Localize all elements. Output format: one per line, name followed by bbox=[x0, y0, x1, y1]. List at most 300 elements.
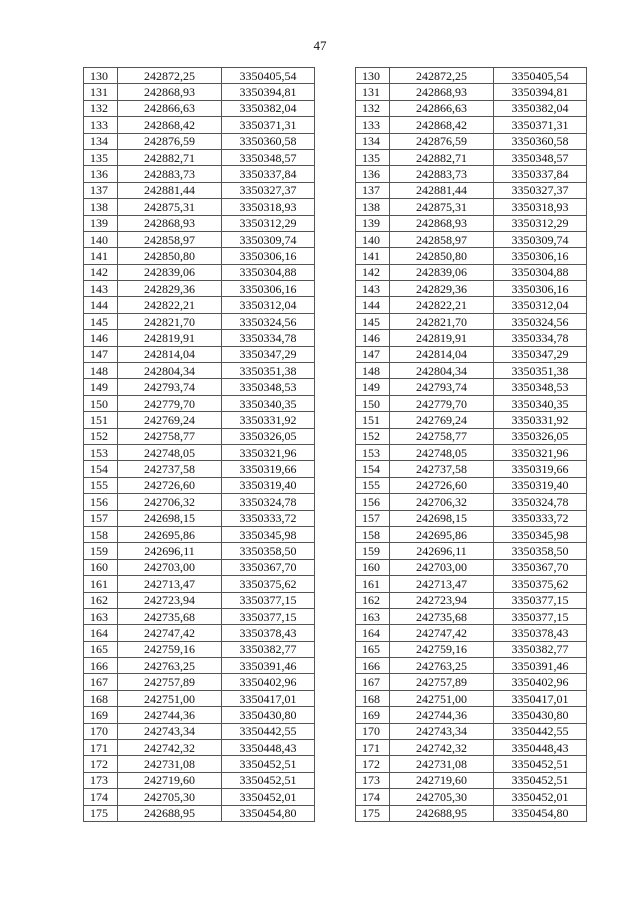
point-number-cell: 167 bbox=[356, 674, 390, 690]
x-coordinate-cell: 242769,24 bbox=[390, 412, 494, 428]
y-coordinate-cell: 3350417,01 bbox=[494, 690, 587, 706]
y-coordinate-cell: 3350402,96 bbox=[494, 674, 587, 690]
table-row bbox=[84, 690, 315, 706]
x-coordinate-cell: 242858,97 bbox=[390, 231, 494, 247]
x-coordinate-cell: 242695,86 bbox=[390, 526, 494, 542]
point-number-cell: 154 bbox=[84, 461, 118, 477]
x-coordinate-cell: 242881,44 bbox=[390, 182, 494, 198]
y-coordinate-cell: 3350377,15 bbox=[222, 592, 315, 608]
x-coordinate-cell: 242751,00 bbox=[390, 690, 494, 706]
table-row bbox=[84, 789, 315, 805]
x-coordinate-cell: 242882,71 bbox=[118, 149, 222, 165]
table-row bbox=[356, 674, 587, 690]
table-row bbox=[356, 592, 587, 608]
y-coordinate-cell: 3350382,04 bbox=[494, 100, 587, 116]
table-row bbox=[356, 68, 587, 84]
table-row bbox=[356, 444, 587, 460]
x-coordinate-cell: 242713,47 bbox=[118, 576, 222, 592]
x-coordinate-cell: 242822,21 bbox=[390, 297, 494, 313]
point-number-cell: 133 bbox=[84, 117, 118, 133]
point-number-cell: 153 bbox=[84, 444, 118, 460]
point-number-cell: 138 bbox=[84, 199, 118, 215]
y-coordinate-cell: 3350306,16 bbox=[222, 281, 315, 297]
table-row bbox=[84, 346, 315, 362]
y-coordinate-cell: 3350306,16 bbox=[222, 248, 315, 264]
y-coordinate-cell: 3350452,01 bbox=[494, 789, 587, 805]
x-coordinate-cell: 242751,00 bbox=[118, 690, 222, 706]
y-coordinate-cell: 3350377,15 bbox=[494, 608, 587, 624]
y-coordinate-cell: 3350324,78 bbox=[494, 494, 587, 510]
table-row bbox=[84, 461, 315, 477]
table-row bbox=[356, 182, 587, 198]
point-number-cell: 158 bbox=[356, 526, 390, 542]
y-coordinate-cell: 3350442,55 bbox=[494, 723, 587, 739]
table-row bbox=[84, 477, 315, 493]
point-number-cell: 145 bbox=[356, 313, 390, 329]
table-row bbox=[84, 248, 315, 264]
table-row bbox=[84, 707, 315, 723]
point-number-cell: 131 bbox=[356, 84, 390, 100]
x-coordinate-cell: 242696,11 bbox=[390, 543, 494, 559]
point-number-cell: 161 bbox=[356, 576, 390, 592]
point-number-cell: 162 bbox=[356, 592, 390, 608]
x-coordinate-cell: 242875,31 bbox=[390, 199, 494, 215]
table-row bbox=[84, 805, 315, 821]
point-number-cell: 150 bbox=[84, 395, 118, 411]
table-row bbox=[356, 608, 587, 624]
table-row bbox=[356, 149, 587, 165]
table-row bbox=[356, 526, 587, 542]
table-row bbox=[84, 444, 315, 460]
point-number-cell: 156 bbox=[84, 494, 118, 510]
point-number-cell: 154 bbox=[356, 461, 390, 477]
table-row bbox=[356, 805, 587, 821]
y-coordinate-cell: 3350348,57 bbox=[222, 149, 315, 165]
x-coordinate-cell: 242731,08 bbox=[390, 756, 494, 772]
x-coordinate-cell: 242705,30 bbox=[390, 789, 494, 805]
point-number-cell: 163 bbox=[84, 608, 118, 624]
y-coordinate-cell: 3350377,15 bbox=[494, 592, 587, 608]
x-coordinate-cell: 242759,16 bbox=[118, 641, 222, 657]
x-coordinate-cell: 242698,15 bbox=[390, 510, 494, 526]
point-number-cell: 143 bbox=[84, 281, 118, 297]
table-row bbox=[84, 84, 315, 100]
table-row bbox=[356, 215, 587, 231]
table-row bbox=[356, 740, 587, 756]
x-coordinate-cell: 242742,32 bbox=[118, 740, 222, 756]
table-row bbox=[84, 330, 315, 346]
y-coordinate-cell: 3350334,78 bbox=[222, 330, 315, 346]
x-coordinate-cell: 242868,42 bbox=[118, 117, 222, 133]
y-coordinate-cell: 3350333,72 bbox=[494, 510, 587, 526]
y-coordinate-cell: 3350394,81 bbox=[222, 84, 315, 100]
table-row bbox=[356, 117, 587, 133]
point-number-cell: 151 bbox=[356, 412, 390, 428]
point-number-cell: 148 bbox=[356, 363, 390, 379]
x-coordinate-cell: 242814,04 bbox=[390, 346, 494, 362]
point-number-cell: 153 bbox=[356, 444, 390, 460]
y-coordinate-cell: 3350375,62 bbox=[222, 576, 315, 592]
table-row bbox=[356, 428, 587, 444]
y-coordinate-cell: 3350345,98 bbox=[222, 526, 315, 542]
y-coordinate-cell: 3350454,80 bbox=[222, 805, 315, 821]
table-row bbox=[356, 772, 587, 788]
table-row bbox=[356, 658, 587, 674]
y-coordinate-cell: 3350304,88 bbox=[222, 264, 315, 280]
y-coordinate-cell: 3350321,96 bbox=[222, 444, 315, 460]
y-coordinate-cell: 3350318,93 bbox=[494, 199, 587, 215]
x-coordinate-cell: 242748,05 bbox=[390, 444, 494, 460]
point-number-cell: 157 bbox=[84, 510, 118, 526]
x-coordinate-cell: 242882,71 bbox=[390, 149, 494, 165]
y-coordinate-cell: 3350309,74 bbox=[494, 231, 587, 247]
table-row bbox=[84, 428, 315, 444]
table-row bbox=[356, 346, 587, 362]
point-number-cell: 169 bbox=[84, 707, 118, 723]
y-coordinate-cell: 3350318,93 bbox=[222, 199, 315, 215]
y-coordinate-cell: 3350347,29 bbox=[222, 346, 315, 362]
point-number-cell: 159 bbox=[356, 543, 390, 559]
x-coordinate-cell: 242858,97 bbox=[118, 231, 222, 247]
y-coordinate-cell: 3350382,04 bbox=[222, 100, 315, 116]
point-number-cell: 156 bbox=[356, 494, 390, 510]
y-coordinate-cell: 3350391,46 bbox=[222, 658, 315, 674]
table-row bbox=[84, 133, 315, 149]
point-number-cell: 166 bbox=[356, 658, 390, 674]
point-number-cell: 130 bbox=[84, 68, 118, 84]
x-coordinate-cell: 242875,31 bbox=[118, 199, 222, 215]
y-coordinate-cell: 3350324,56 bbox=[494, 313, 587, 329]
point-number-cell: 136 bbox=[84, 166, 118, 182]
point-number-cell: 144 bbox=[356, 297, 390, 313]
x-coordinate-cell: 242696,11 bbox=[118, 543, 222, 559]
table-row bbox=[84, 313, 315, 329]
y-coordinate-cell: 3350319,66 bbox=[222, 461, 315, 477]
point-number-cell: 165 bbox=[356, 641, 390, 657]
y-coordinate-cell: 3350324,56 bbox=[222, 313, 315, 329]
y-coordinate-cell: 3350351,38 bbox=[494, 363, 587, 379]
x-coordinate-cell: 242822,21 bbox=[118, 297, 222, 313]
x-coordinate-cell: 242758,77 bbox=[118, 428, 222, 444]
x-coordinate-cell: 242719,60 bbox=[118, 772, 222, 788]
y-coordinate-cell: 3350327,37 bbox=[222, 182, 315, 198]
table-row bbox=[84, 576, 315, 592]
point-number-cell: 136 bbox=[356, 166, 390, 182]
table-row bbox=[84, 117, 315, 133]
table-row bbox=[356, 379, 587, 395]
y-coordinate-cell: 3350348,53 bbox=[494, 379, 587, 395]
page-number: 47 bbox=[313, 38, 327, 53]
x-coordinate-cell: 242866,63 bbox=[390, 100, 494, 116]
y-coordinate-cell: 3350360,58 bbox=[494, 133, 587, 149]
x-coordinate-cell: 242839,06 bbox=[390, 264, 494, 280]
point-number-cell: 143 bbox=[356, 281, 390, 297]
point-number-cell: 146 bbox=[84, 330, 118, 346]
y-coordinate-cell: 3350378,43 bbox=[494, 625, 587, 641]
x-coordinate-cell: 242763,25 bbox=[390, 658, 494, 674]
table-row bbox=[84, 215, 315, 231]
y-coordinate-cell: 3350430,80 bbox=[222, 707, 315, 723]
table-row bbox=[356, 625, 587, 641]
table-row bbox=[84, 756, 315, 772]
table-row bbox=[84, 592, 315, 608]
x-coordinate-cell: 242876,59 bbox=[118, 133, 222, 149]
x-coordinate-cell: 242881,44 bbox=[118, 182, 222, 198]
table-row bbox=[356, 494, 587, 510]
point-number-cell: 145 bbox=[84, 313, 118, 329]
point-number-cell: 132 bbox=[356, 100, 390, 116]
table-row bbox=[356, 510, 587, 526]
table-row bbox=[84, 625, 315, 641]
point-number-cell: 148 bbox=[84, 363, 118, 379]
y-coordinate-cell: 3350367,70 bbox=[494, 559, 587, 575]
table-row bbox=[84, 199, 315, 215]
y-coordinate-cell: 3350417,01 bbox=[222, 690, 315, 706]
x-coordinate-cell: 242735,68 bbox=[390, 608, 494, 624]
y-coordinate-cell: 3350442,55 bbox=[222, 723, 315, 739]
point-number-cell: 135 bbox=[356, 149, 390, 165]
x-coordinate-cell: 242819,91 bbox=[118, 330, 222, 346]
x-coordinate-cell: 242747,42 bbox=[390, 625, 494, 641]
point-number-cell: 171 bbox=[356, 740, 390, 756]
table-row bbox=[84, 723, 315, 739]
table-row bbox=[356, 84, 587, 100]
x-coordinate-cell: 242737,58 bbox=[390, 461, 494, 477]
point-number-cell: 165 bbox=[84, 641, 118, 657]
x-coordinate-cell: 242829,36 bbox=[118, 281, 222, 297]
point-number-cell: 134 bbox=[356, 133, 390, 149]
y-coordinate-cell: 3350452,01 bbox=[222, 789, 315, 805]
x-coordinate-cell: 242703,00 bbox=[390, 559, 494, 575]
y-coordinate-cell: 3350347,29 bbox=[494, 346, 587, 362]
y-coordinate-cell: 3350448,43 bbox=[494, 740, 587, 756]
table-row bbox=[356, 756, 587, 772]
y-coordinate-cell: 3350327,37 bbox=[494, 182, 587, 198]
table-row bbox=[84, 608, 315, 624]
x-coordinate-cell: 242872,25 bbox=[390, 68, 494, 84]
x-coordinate-cell: 242819,91 bbox=[390, 330, 494, 346]
x-coordinate-cell: 242868,93 bbox=[118, 215, 222, 231]
table-row bbox=[84, 740, 315, 756]
y-coordinate-cell: 3350378,43 bbox=[222, 625, 315, 641]
y-coordinate-cell: 3350367,70 bbox=[222, 559, 315, 575]
table-row bbox=[356, 576, 587, 592]
table-row bbox=[84, 658, 315, 674]
y-coordinate-cell: 3350326,05 bbox=[222, 428, 315, 444]
table-row bbox=[84, 674, 315, 690]
table-row bbox=[84, 264, 315, 280]
point-number-cell: 146 bbox=[356, 330, 390, 346]
point-number-cell: 166 bbox=[84, 658, 118, 674]
x-coordinate-cell: 242876,59 bbox=[390, 133, 494, 149]
point-number-cell: 170 bbox=[356, 723, 390, 739]
y-coordinate-cell: 3350454,80 bbox=[494, 805, 587, 821]
point-number-cell: 152 bbox=[84, 428, 118, 444]
point-number-cell: 157 bbox=[356, 510, 390, 526]
x-coordinate-cell: 242757,89 bbox=[118, 674, 222, 690]
y-coordinate-cell: 3350452,51 bbox=[494, 756, 587, 772]
point-number-cell: 149 bbox=[84, 379, 118, 395]
x-coordinate-cell: 242883,73 bbox=[118, 166, 222, 182]
x-coordinate-cell: 242763,25 bbox=[118, 658, 222, 674]
y-coordinate-cell: 3350452,51 bbox=[494, 772, 587, 788]
x-coordinate-cell: 242748,05 bbox=[118, 444, 222, 460]
y-coordinate-cell: 3350358,50 bbox=[494, 543, 587, 559]
point-number-cell: 164 bbox=[356, 625, 390, 641]
point-number-cell: 137 bbox=[356, 182, 390, 198]
point-number-cell: 147 bbox=[84, 346, 118, 362]
point-number-cell: 149 bbox=[356, 379, 390, 395]
x-coordinate-cell: 242793,74 bbox=[118, 379, 222, 395]
table-row bbox=[84, 182, 315, 198]
point-number-cell: 141 bbox=[356, 248, 390, 264]
y-coordinate-cell: 3350326,05 bbox=[494, 428, 587, 444]
y-coordinate-cell: 3350348,53 bbox=[222, 379, 315, 395]
y-coordinate-cell: 3350382,77 bbox=[494, 641, 587, 657]
point-number-cell: 158 bbox=[84, 526, 118, 542]
table-row bbox=[84, 363, 315, 379]
point-number-cell: 142 bbox=[84, 264, 118, 280]
x-coordinate-cell: 242719,60 bbox=[390, 772, 494, 788]
y-coordinate-cell: 3350337,84 bbox=[222, 166, 315, 182]
table-row bbox=[356, 313, 587, 329]
x-coordinate-cell: 242726,60 bbox=[390, 477, 494, 493]
point-number-cell: 150 bbox=[356, 395, 390, 411]
x-coordinate-cell: 242883,73 bbox=[390, 166, 494, 182]
y-coordinate-cell: 3350312,04 bbox=[222, 297, 315, 313]
point-number-cell: 174 bbox=[84, 789, 118, 805]
x-coordinate-cell: 242706,32 bbox=[390, 494, 494, 510]
x-coordinate-cell: 242695,86 bbox=[118, 526, 222, 542]
x-coordinate-cell: 242723,94 bbox=[118, 592, 222, 608]
y-coordinate-cell: 3350452,51 bbox=[222, 756, 315, 772]
point-number-cell: 138 bbox=[356, 199, 390, 215]
y-coordinate-cell: 3350309,74 bbox=[222, 231, 315, 247]
y-coordinate-cell: 3350312,29 bbox=[222, 215, 315, 231]
y-coordinate-cell: 3350324,78 bbox=[222, 494, 315, 510]
point-number-cell: 169 bbox=[356, 707, 390, 723]
y-coordinate-cell: 3350452,51 bbox=[222, 772, 315, 788]
point-number-cell: 155 bbox=[84, 477, 118, 493]
y-coordinate-cell: 3350319,40 bbox=[222, 477, 315, 493]
x-coordinate-cell: 242744,36 bbox=[390, 707, 494, 723]
point-number-cell: 152 bbox=[356, 428, 390, 444]
table-row bbox=[356, 166, 587, 182]
table-row bbox=[356, 412, 587, 428]
table-row bbox=[84, 543, 315, 559]
point-number-cell: 132 bbox=[84, 100, 118, 116]
x-coordinate-cell: 242866,63 bbox=[118, 100, 222, 116]
table-row bbox=[84, 526, 315, 542]
x-coordinate-cell: 242793,74 bbox=[390, 379, 494, 395]
y-coordinate-cell: 3350360,58 bbox=[222, 133, 315, 149]
table-row bbox=[84, 559, 315, 575]
table-row bbox=[356, 461, 587, 477]
x-coordinate-cell: 242757,89 bbox=[390, 674, 494, 690]
x-coordinate-cell: 242703,00 bbox=[118, 559, 222, 575]
coordinates-table-left-body bbox=[84, 68, 315, 822]
y-coordinate-cell: 3350306,16 bbox=[494, 248, 587, 264]
point-number-cell: 161 bbox=[84, 576, 118, 592]
table-row bbox=[84, 149, 315, 165]
x-coordinate-cell: 242850,80 bbox=[118, 248, 222, 264]
y-coordinate-cell: 3350312,04 bbox=[494, 297, 587, 313]
x-coordinate-cell: 242804,34 bbox=[390, 363, 494, 379]
table-row bbox=[84, 379, 315, 395]
point-number-cell: 159 bbox=[84, 543, 118, 559]
x-coordinate-cell: 242735,68 bbox=[118, 608, 222, 624]
table-row bbox=[356, 264, 587, 280]
x-coordinate-cell: 242737,58 bbox=[118, 461, 222, 477]
y-coordinate-cell: 3350371,31 bbox=[222, 117, 315, 133]
x-coordinate-cell: 242705,30 bbox=[118, 789, 222, 805]
point-number-cell: 175 bbox=[356, 805, 390, 821]
point-number-cell: 147 bbox=[356, 346, 390, 362]
point-number-cell: 133 bbox=[356, 117, 390, 133]
x-coordinate-cell: 242743,34 bbox=[118, 723, 222, 739]
point-number-cell: 139 bbox=[356, 215, 390, 231]
point-number-cell: 164 bbox=[84, 625, 118, 641]
point-number-cell: 130 bbox=[356, 68, 390, 84]
table-row bbox=[84, 772, 315, 788]
y-coordinate-cell: 3350375,62 bbox=[494, 576, 587, 592]
y-coordinate-cell: 3350405,54 bbox=[222, 68, 315, 84]
table-row bbox=[84, 641, 315, 657]
point-number-cell: 160 bbox=[356, 559, 390, 575]
y-coordinate-cell: 3350402,96 bbox=[222, 674, 315, 690]
x-coordinate-cell: 242868,93 bbox=[390, 215, 494, 231]
table-row bbox=[356, 395, 587, 411]
y-coordinate-cell: 3350319,66 bbox=[494, 461, 587, 477]
x-coordinate-cell: 242821,70 bbox=[118, 313, 222, 329]
point-number-cell: 140 bbox=[84, 231, 118, 247]
table-row bbox=[356, 789, 587, 805]
y-coordinate-cell: 3350337,84 bbox=[494, 166, 587, 182]
x-coordinate-cell: 242759,16 bbox=[390, 641, 494, 657]
table-row bbox=[84, 297, 315, 313]
table-row bbox=[356, 363, 587, 379]
table-row bbox=[84, 494, 315, 510]
point-number-cell: 171 bbox=[84, 740, 118, 756]
y-coordinate-cell: 3350345,98 bbox=[494, 526, 587, 542]
table-row bbox=[356, 707, 587, 723]
table-row bbox=[84, 281, 315, 297]
y-coordinate-cell: 3350331,92 bbox=[222, 412, 315, 428]
table-row bbox=[356, 281, 587, 297]
point-number-cell: 167 bbox=[84, 674, 118, 690]
y-coordinate-cell: 3350405,54 bbox=[494, 68, 587, 84]
y-coordinate-cell: 3350333,72 bbox=[222, 510, 315, 526]
x-coordinate-cell: 242779,70 bbox=[390, 395, 494, 411]
x-coordinate-cell: 242829,36 bbox=[390, 281, 494, 297]
x-coordinate-cell: 242872,25 bbox=[118, 68, 222, 84]
point-number-cell: 141 bbox=[84, 248, 118, 264]
y-coordinate-cell: 3350340,35 bbox=[222, 395, 315, 411]
point-number-cell: 173 bbox=[84, 772, 118, 788]
x-coordinate-cell: 242779,70 bbox=[118, 395, 222, 411]
point-number-cell: 140 bbox=[356, 231, 390, 247]
y-coordinate-cell: 3350331,92 bbox=[494, 412, 587, 428]
table-row bbox=[84, 100, 315, 116]
table-row bbox=[356, 231, 587, 247]
y-coordinate-cell: 3350391,46 bbox=[494, 658, 587, 674]
point-number-cell: 131 bbox=[84, 84, 118, 100]
table-row bbox=[356, 100, 587, 116]
y-coordinate-cell: 3350306,16 bbox=[494, 281, 587, 297]
x-coordinate-cell: 242868,42 bbox=[390, 117, 494, 133]
y-coordinate-cell: 3350351,38 bbox=[222, 363, 315, 379]
x-coordinate-cell: 242688,95 bbox=[390, 805, 494, 821]
